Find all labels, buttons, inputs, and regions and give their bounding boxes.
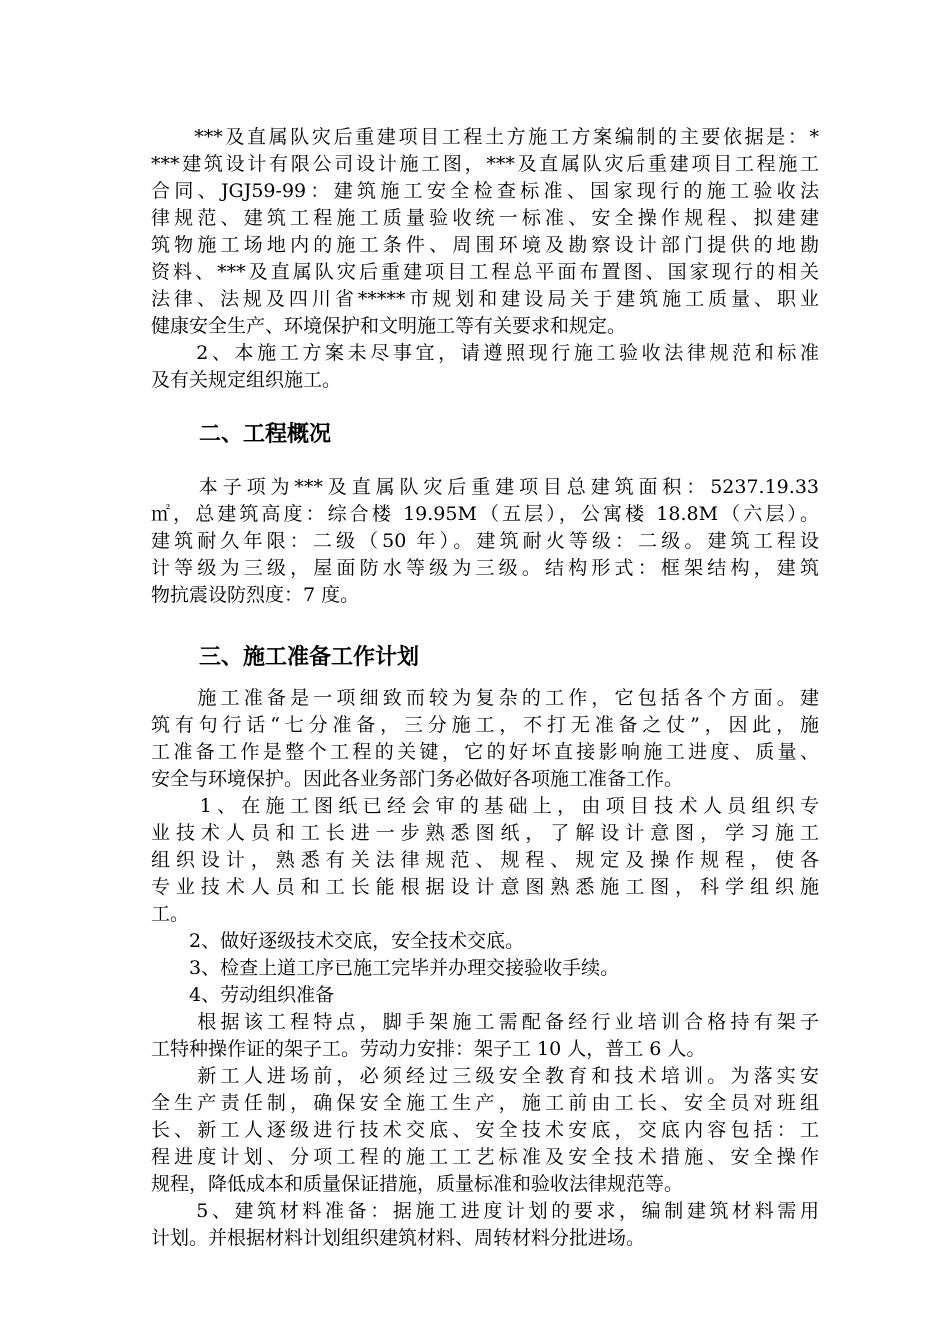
text-line: 计等级为三级，屋面防水等级为三级。结构形式：框架结构，建筑 (151, 557, 819, 579)
text-line: 筑有句行话“七分准备，三分施工，不打无准备之仗”，因此，施 (151, 714, 819, 736)
text-line: 专业技术人员和工长能根据设计意图熟悉施工图，科学组织施 (151, 876, 819, 898)
text-line: 律规范、建筑工程施工质量验收统一标准、安全操作规程、拟建建 (151, 207, 819, 229)
text-line: 安全与环境保护。因此各业务部门务必做好各项施工准备工作。 (151, 768, 684, 790)
text-line: 资料、***及直属队灾后重建项目工程总平面布置图、国家现行的相关 (151, 261, 819, 283)
text-line: 物抗震设防烈度：7 度。 (151, 584, 360, 606)
text-line: 组织设计，熟悉有关法律规范、规程、规定及操作规程，使各 (151, 849, 819, 871)
text-line: 工准备工作是整个工程的关键，它的好坏直接影响施工进度、质量、 (151, 741, 819, 763)
text-line: 根据该工程特点，脚手架施工需配备经行业培训合格持有架子 (151, 1011, 819, 1033)
text-line: 4、劳动组织准备 (151, 984, 335, 1006)
text-line: 合同、JGJ59-99：建筑施工安全检查标准、国家现行的施工验收法 (151, 180, 819, 202)
text-line: 健康安全生产、环境保护和文明施工等有关要求和规定。 (151, 315, 627, 337)
text-line: 新工人进场前，必须经过三级安全教育和技术培训。为落实安 (151, 1065, 819, 1087)
text-line: 施工准备是一项细致而较为复杂的工作，它包括各个方面。建 (151, 687, 819, 709)
section-heading: 二、工程概况 (199, 422, 332, 447)
text-line: 本子项为***及直属队灾后重建项目总建筑面积：5237.19.33 (151, 476, 819, 498)
text-line: 法律、法规及四川省*****市规划和建设局关于建筑施工质量、职业 (151, 288, 819, 310)
text-line: 建筑耐久年限：二级（50 年）。建筑耐火等级：二级。建筑工程设 (151, 530, 819, 552)
text-line: 规程，降低成本和质量保证措施，质量标准和验收法律规范等。 (151, 1173, 684, 1195)
text-line: 工。 (151, 903, 190, 925)
text-line: 全生产责任制，确保安全施工生产，施工前由工长、安全员对班组 (151, 1092, 819, 1114)
text-line: 5、建筑材料准备：据施工进度计划的要求，编制建筑材料需用 (151, 1200, 819, 1222)
text-line: 3、检查上道工序已施工完毕并办理交接验收手续。 (151, 957, 620, 979)
text-line: 2、本施工方案未尽事宜，请遵照现行施工验收法律规范和标准 (151, 342, 819, 364)
text-line: 2、做好逐级技术交底，安全技术交底。 (151, 930, 525, 952)
text-line: 计划。并根据材料计划组织建筑材料、周转材料分批进场。 (151, 1227, 646, 1249)
text-line: 业技术人员和工长进一步熟悉图纸，了解设计意图，学习施工 (151, 822, 819, 844)
text-line: 程进度计划、分项工程的施工工艺标准及安全技术措施、安全操作 (151, 1146, 819, 1168)
text-line: 1、在施工图纸已经会审的基础上，由项目技术人员组织专 (151, 795, 819, 817)
section-heading: 三、施工准备工作计划 (199, 645, 420, 670)
text-line: ***及直属队灾后重建项目工程土方施工方案编制的主要依据是：* (151, 126, 819, 148)
text-line: ***建筑设计有限公司设计施工图，***及直属队灾后重建项目工程施工 (151, 153, 819, 175)
text-line: 筑物施工场地内的施工条件、周围环境及勘察设计部门提供的地勘 (151, 234, 819, 256)
text-line: 长、新工人逐级进行技术交底、安全技术安底，交底内容包括：工 (151, 1119, 819, 1141)
text-line: ㎡，总建筑高度：综合楼 19.95M（五层），公寓楼 18.8M（六层）。 (151, 503, 819, 525)
text-line: 及有关规定组织施工。 (151, 369, 342, 391)
text-line: 工特种操作证的架子工。劳动力安排：架子工 10 人，普工 6 人。 (151, 1038, 706, 1060)
